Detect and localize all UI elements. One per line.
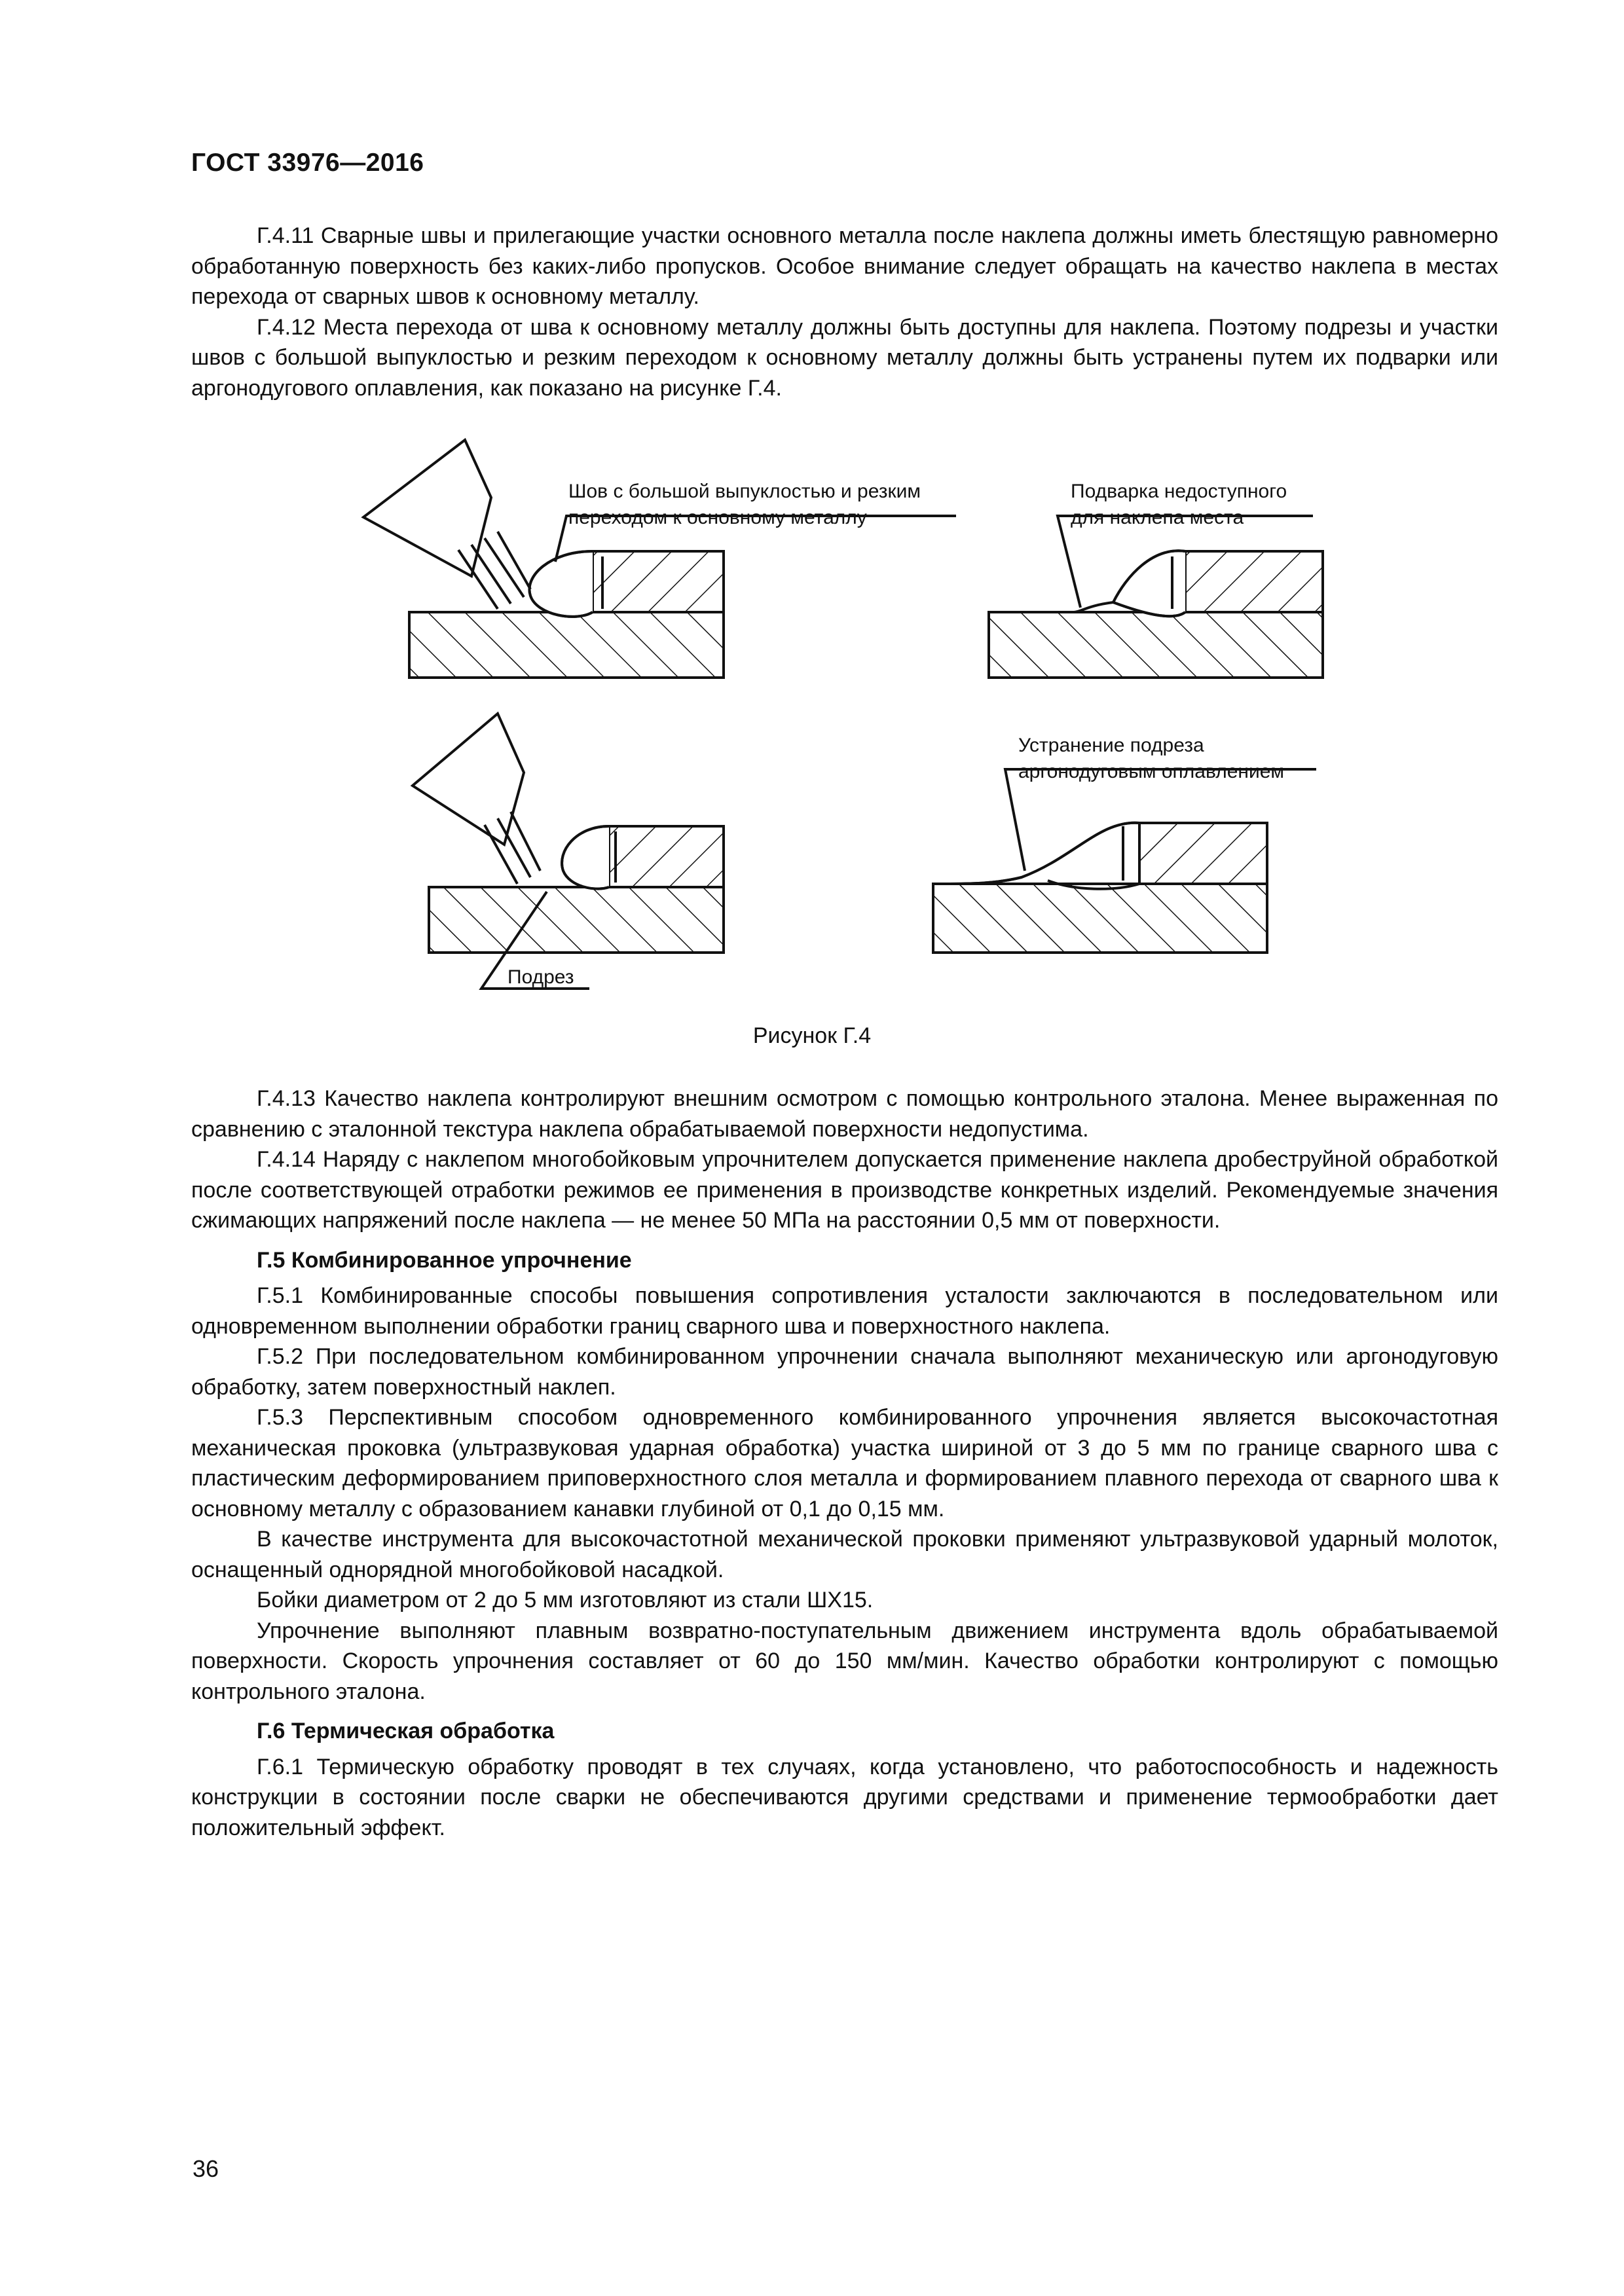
drawing-undercut	[413, 714, 724, 989]
paragraph-strikers: Бойки диаметром от 2 до 5 мм изготовляют из стали ШХ15.	[257, 1588, 874, 1613]
paragraph-g4-11: Г.4.11 Сварные швы и прилегающие участки основного металла после наклепа должны иметь блестящую равномерно обработанную поверхность без каких-либо пропусков. Особое внимание следует обращать на качество наклепа в местах перехода от сварных швов к основному металлу.	[191, 223, 1498, 309]
page-number: 36	[193, 2155, 219, 2182]
drawing-repair-weld	[989, 516, 1323, 678]
heading-g6: Г.6 Термическая обработка	[257, 1719, 555, 1743]
figure-caption: Рисунок Г.4	[752, 1023, 872, 1048]
drawing-convex-weld	[363, 440, 956, 678]
label-convex-line1: Шов с большой выпуклостью и резким	[568, 481, 921, 502]
label-convex-line2: переходом к основному металлу	[568, 507, 867, 528]
label-weld-line1: Подварка недоступного	[1071, 481, 1287, 502]
drawing-argon	[933, 769, 1316, 953]
paragraph-g4-13: Г.4.13 Качество наклепа контролируют внешним осмотром с помощью контрольного эталона. Менее выраженная по сравнению с эталонной текстура наклепа обрабатываемой поверхности недопустима.	[191, 1086, 1498, 1142]
figure-g4-drawing	[0, 426, 1624, 1015]
heading-g5: Г.5 Комбинированное упрочнение	[257, 1247, 632, 1273]
paragraph-g4-14: Г.4.14 Наряду с наклепом многобойковым упрочнителем допускается применение наклепа дробеструйной обработкой после соответствующей отработки режимов ее применения в производстве конкретных изделий. Рекомендуемые значения сжимающих напряжений после наклепа — не менее 50 МПа на расстоянии 0,5 мм от поверхности.	[191, 1147, 1498, 1233]
text-block-g4-11-12	[191, 221, 1498, 403]
label-undercut: Подрез	[507, 966, 574, 988]
paragraph-g6-1: Г.6.1 Термическую обработку проводят в тех случаях, когда установлено, что работоспособность и надежность конструкции в состоянии после сварки не обеспечиваются другими средствами и применение термообработки дает положительный эффект.	[191, 1754, 1498, 1840]
label-weld-line2: для наклепа места	[1071, 507, 1244, 528]
paragraph-g5-3: Г.5.3 Перспективным способом одновременного комбинированного упрочнения является высокочастотная механическая проковка (ультразвуковая ударная обработка) участка шириной от 3 до 5 мм по границе сварного шва с пластическим деформированием приповерхностного слоя металла и формированием плавного перехода от сварного шва к основному металлу с образованием канавки глубиной от 0,1 до 0,15 мм.	[191, 1405, 1498, 1522]
figure-g4	[0, 426, 1624, 1015]
label-argon-line2: аргонодуговым оплавлением	[1018, 761, 1285, 782]
label-argon-line1: Устранение подреза	[1018, 735, 1204, 756]
text-block-main	[191, 1084, 1498, 1843]
paragraph-hardening: Упрочнение выполняют плавным возвратно-поступательным движением инструмента вдоль обрабатываемой поверхности. Скорость упрочнения составляет от 60 до 150 мм/мин. Качество обработки контролируют с помощью контрольного эталона.	[191, 1618, 1498, 1704]
paragraph-g4-12: Г.4.12 Места перехода от шва к основному металлу должны быть доступны для наклепа. Поэтому подрезы и участки швов с большой выпуклостью и резким переходом к основному металлу должны быть устранены путем их подварки или аргонодугового оплавления, как показано на рисунке Г.4.	[191, 314, 1498, 401]
document-header: ГОСТ 33976—2016	[191, 149, 424, 177]
paragraph-g5-2: Г.5.2 При последовательном комбинированном упрочнении сначала выполняют механическую или аргонодуговую обработку, затем поверхностный наклеп.	[191, 1344, 1498, 1400]
paragraph-g5-1: Г.5.1 Комбинированные способы повышения сопротивления усталости заключаются в последовательном или одновременном выполнении обработки границ сварного шва и поверхностного наклепа.	[191, 1283, 1498, 1339]
paragraph-tool: В качестве инструмента для высокочастотной механической проковки применяют ультразвуковой ударный молоток, оснащенный однорядной многобойковой насадкой.	[191, 1527, 1498, 1582]
